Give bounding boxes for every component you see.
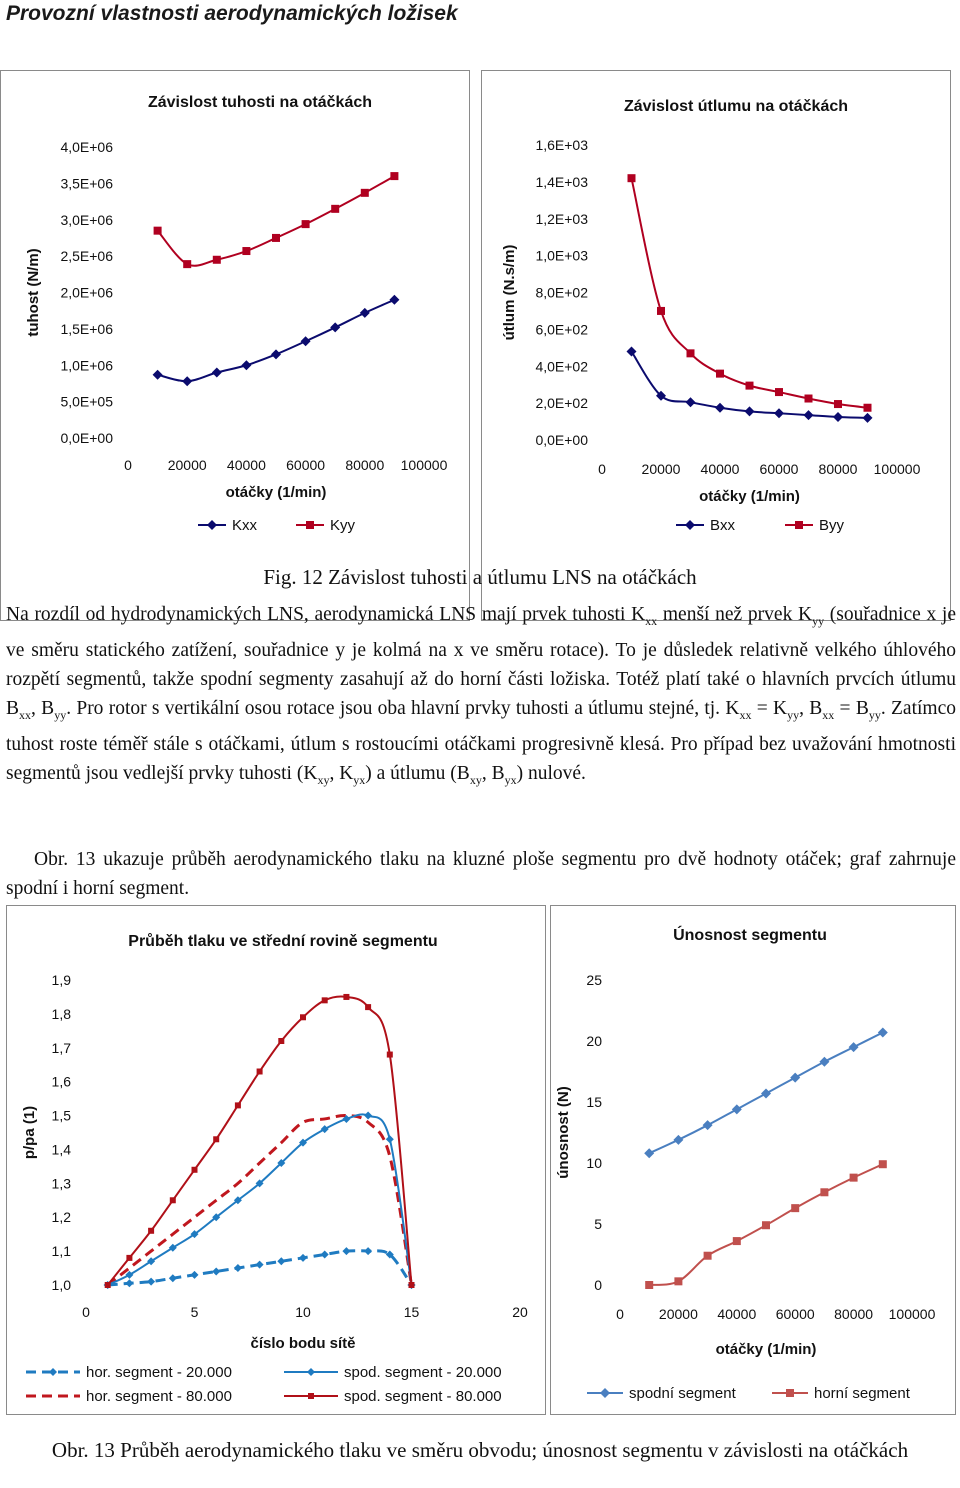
legend-label: hor. segment - 80.000 <box>86 1388 232 1405</box>
data-point <box>657 307 665 315</box>
data-point <box>834 400 842 408</box>
data-point <box>733 1237 741 1245</box>
data-point <box>687 349 695 357</box>
data-point <box>864 404 872 412</box>
pressure-chart <box>6 905 546 1415</box>
data-point <box>775 388 783 396</box>
data-point <box>791 1204 799 1212</box>
data-point <box>820 1188 828 1196</box>
paragraph-subscript: yx <box>504 772 517 787</box>
x-axis-label: číslo bodu sítě <box>250 1335 356 1352</box>
x-tick-label: 5 <box>190 1304 199 1320</box>
y-tick-label: 5,0E+05 <box>60 393 113 410</box>
paragraph-subscript: xy <box>317 772 330 787</box>
data-point <box>331 205 339 213</box>
paragraph-subscript: xx <box>645 613 658 628</box>
y-axis-label: p/pa (1) <box>21 1105 38 1160</box>
data-point <box>409 1282 415 1288</box>
data-point <box>674 1277 682 1285</box>
data-point <box>365 1004 371 1010</box>
x-tick-label: 10 <box>295 1304 311 1320</box>
legend-marker <box>795 521 803 529</box>
y-tick-label: 1,3 <box>51 1175 71 1192</box>
paragraph-text-run: = B <box>834 697 869 719</box>
x-tick-label: 80000 <box>345 457 385 473</box>
y-tick-label: 1,0E+03 <box>535 247 588 264</box>
y-tick-label: 1,4E+03 <box>535 173 588 190</box>
y-tick-label: 1,2E+03 <box>535 210 588 227</box>
data-point <box>762 1221 770 1229</box>
paragraph-subscript: xy <box>469 772 482 787</box>
legend-marker <box>306 521 314 529</box>
chart-title: Únosnost segmentu <box>673 927 827 944</box>
y-tick-label: 4,0E+06 <box>60 139 113 155</box>
fig13-caption: Obr. 13 Průběh aerodynamického tlaku ve směru obvodu; únosnost segmentu v závislosti na otáčkách <box>51 1438 909 1462</box>
data-point <box>302 220 310 228</box>
y-tick-label: 0,0E+00 <box>60 430 113 446</box>
paragraph-text-run: (souřadnice x je ve směru statického zatížení, souřadnice y je kolmá na x ve směru rotace). To je důsledek relativně velkého úhlového rozpětí segmentů, takže spodní segmenty zasahují až do horní části ložiska. Totéž platí také o hlavních prvcích útlumu B <box>6 604 956 719</box>
y-tick-label: 2,0E+06 <box>60 284 113 301</box>
y-tick-label: 1,5 <box>51 1107 71 1124</box>
x-tick-label: 0 <box>82 1304 90 1320</box>
legend-marker <box>308 1393 314 1399</box>
data-point <box>343 994 349 1000</box>
data-point <box>879 1160 887 1168</box>
y-tick-label: 8,0E+02 <box>535 284 588 301</box>
paragraph-subscript: yy <box>54 707 67 722</box>
paragraph-text-run: menší než prvek K <box>657 604 813 625</box>
x-axis-label: otáčky (1/min) <box>225 484 327 501</box>
paragraph-text-run: . Pro rotor s vertikální osou rotace jsou oba hlavní prvky tuhosti a útlumu stejné, tj. K <box>66 697 740 719</box>
y-tick-label: 1,6 <box>51 1073 71 1090</box>
paragraph-2: Obr. 13 ukazuje průběh aerodynamického tlaku na kluzné ploše segmentu pro dvě hodnoty otáček; graf zahrnuje spodní i horní segment. <box>6 849 956 899</box>
data-point <box>746 382 754 390</box>
paragraph-text-run: . Zatímco tuhost roste téměř stále s otáčkami, útlum s rostoucími otáčkami progresivně klesá. Pro případ bez uvažování hmotnosti segmentů jsou vedlejší prvky tuhosti (K <box>6 697 956 784</box>
y-tick-label: 1,5E+06 <box>60 320 113 337</box>
paragraph-subscript: xx <box>822 707 835 722</box>
x-tick-label: 0 <box>616 1306 624 1322</box>
data-point <box>105 1282 111 1288</box>
data-point <box>213 1136 219 1142</box>
paragraph-text-run: ) a útlumu (B <box>365 762 470 784</box>
y-tick-label: 0,0E+00 <box>535 432 588 448</box>
y-tick-label: 1,8 <box>51 1005 71 1022</box>
legend-label: hor. segment - 20.000 <box>86 1364 232 1381</box>
paragraph-1 <box>6 600 956 795</box>
paragraph-text-run: , B <box>799 697 823 719</box>
legend-label: Bxx <box>710 517 736 534</box>
x-axis-label: otáčky (1/min) <box>715 1341 817 1358</box>
data-point <box>183 260 191 268</box>
x-tick-label: 80000 <box>834 1306 874 1322</box>
legend-label: horní segment <box>814 1385 910 1402</box>
y-tick-label: 1,0E+06 <box>60 357 113 374</box>
paragraph-subscript: xx <box>19 707 32 722</box>
data-point <box>704 1252 712 1260</box>
data-point <box>322 997 328 1003</box>
legend-label: Kxx <box>232 517 258 534</box>
paragraph-subscript: xx <box>739 707 752 722</box>
y-tick-label: 1,7 <box>51 1039 71 1056</box>
y-tick-label: 10 <box>586 1155 602 1171</box>
x-tick-label: 60000 <box>775 1306 815 1322</box>
data-point <box>387 1052 393 1058</box>
data-point <box>154 227 162 235</box>
y-tick-label: 1,2 <box>51 1209 71 1226</box>
data-point <box>645 1281 653 1289</box>
legend-marker <box>786 1389 794 1397</box>
chart-frame <box>482 71 951 621</box>
data-point <box>272 234 280 242</box>
paragraph-subscript: yx <box>353 772 366 787</box>
y-tick-label: 6,0E+02 <box>535 321 588 338</box>
paragraph-text-run: , B <box>31 697 55 719</box>
y-tick-label: 2,5E+06 <box>60 248 113 265</box>
data-point <box>628 174 636 182</box>
data-point <box>850 1174 858 1182</box>
data-point <box>278 1038 284 1044</box>
paragraph-text-run: ) nulové. <box>516 762 586 784</box>
y-axis-label: únosnost (N) <box>555 1086 572 1179</box>
chart-title: Závislost útlumu na otáčkách <box>623 98 849 115</box>
x-tick-label: 20000 <box>641 461 681 477</box>
y-tick-label: 1,6E+03 <box>535 137 588 153</box>
paragraph-text-run: , B <box>481 762 505 784</box>
x-tick-label: 0 <box>598 461 606 477</box>
stiffness-chart <box>0 70 470 621</box>
paragraph-subscript: yy <box>868 707 881 722</box>
x-tick-label: 100000 <box>888 1306 936 1322</box>
paragraph-subscript: yy <box>812 613 825 628</box>
paragraph-subscript: yy <box>787 707 800 722</box>
x-tick-label: 20 <box>512 1304 528 1320</box>
data-point <box>170 1197 176 1203</box>
damping-chart <box>481 70 951 621</box>
x-tick-label: 40000 <box>717 1306 757 1322</box>
y-tick-label: 3,0E+06 <box>60 211 113 228</box>
legend-label: Kyy <box>330 517 356 534</box>
chart-title: Závislost tuhosti na otáčkách <box>147 94 373 111</box>
x-tick-label: 60000 <box>759 461 799 477</box>
paragraph-text-run: Na rozdíl od hydrodynamických LNS, aerodynamická LNS mají prvek tuhosti K <box>6 604 646 625</box>
x-tick-label: 20000 <box>658 1306 698 1322</box>
y-tick-label: 25 <box>586 972 602 988</box>
data-point <box>390 172 398 180</box>
x-tick-label: 20000 <box>167 457 207 473</box>
fig12-caption: Fig. 12 Závislost tuhosti a útlumu LNS na otáčkách <box>263 565 697 589</box>
x-tick-label: 40000 <box>226 457 266 473</box>
data-point <box>192 1167 198 1173</box>
legend-label: spod. segment - 20.000 <box>344 1364 502 1381</box>
page-heading: Provozní vlastnosti aerodynamických ložisek <box>6 2 458 25</box>
x-tick-label: 40000 <box>700 461 740 477</box>
legend-label: Byy <box>819 517 845 534</box>
y-tick-label: 20 <box>586 1033 602 1049</box>
y-tick-label: 2,0E+02 <box>535 395 588 412</box>
chart-frame <box>551 906 956 1415</box>
y-axis-label: tuhost (N/m) <box>25 248 42 337</box>
x-axis-label: otáčky (1/min) <box>699 488 800 505</box>
y-tick-label: 3,5E+06 <box>60 175 113 192</box>
x-tick-label: 100000 <box>873 461 921 477</box>
y-tick-label: 4,0E+02 <box>535 358 588 375</box>
y-axis-label: útlum (N.s/m) <box>501 244 518 341</box>
x-tick-label: 15 <box>403 1304 420 1320</box>
y-tick-label: 1,1 <box>51 1243 71 1260</box>
data-point <box>300 1014 306 1020</box>
x-tick-label: 80000 <box>818 461 858 477</box>
paragraph-text-run: = K <box>751 697 788 719</box>
data-point <box>805 395 813 403</box>
data-point <box>213 256 221 264</box>
y-tick-label: 1,9 <box>51 972 71 988</box>
y-tick-label: 5 <box>594 1216 602 1232</box>
capacity-chart <box>550 905 956 1415</box>
x-tick-label: 0 <box>124 457 132 473</box>
y-tick-label: 1,0 <box>51 1277 71 1293</box>
chart-title: Průběh tlaku ve střední rovině segmentu <box>128 933 438 950</box>
data-point <box>242 247 250 255</box>
data-point <box>361 189 369 197</box>
y-tick-label: 15 <box>586 1094 602 1110</box>
data-point <box>235 1102 241 1108</box>
data-point <box>716 370 724 378</box>
y-tick-label: 0 <box>594 1277 602 1293</box>
data-point <box>126 1255 132 1261</box>
x-tick-label: 60000 <box>286 457 326 473</box>
y-tick-label: 1,4 <box>51 1141 71 1158</box>
data-point <box>148 1228 154 1234</box>
x-tick-label: 100000 <box>400 457 448 473</box>
paragraph-text-run: , K <box>329 762 354 784</box>
legend-label: spodní segment <box>629 1385 736 1402</box>
data-point <box>257 1069 263 1075</box>
legend-label: spod. segment - 80.000 <box>344 1388 502 1405</box>
